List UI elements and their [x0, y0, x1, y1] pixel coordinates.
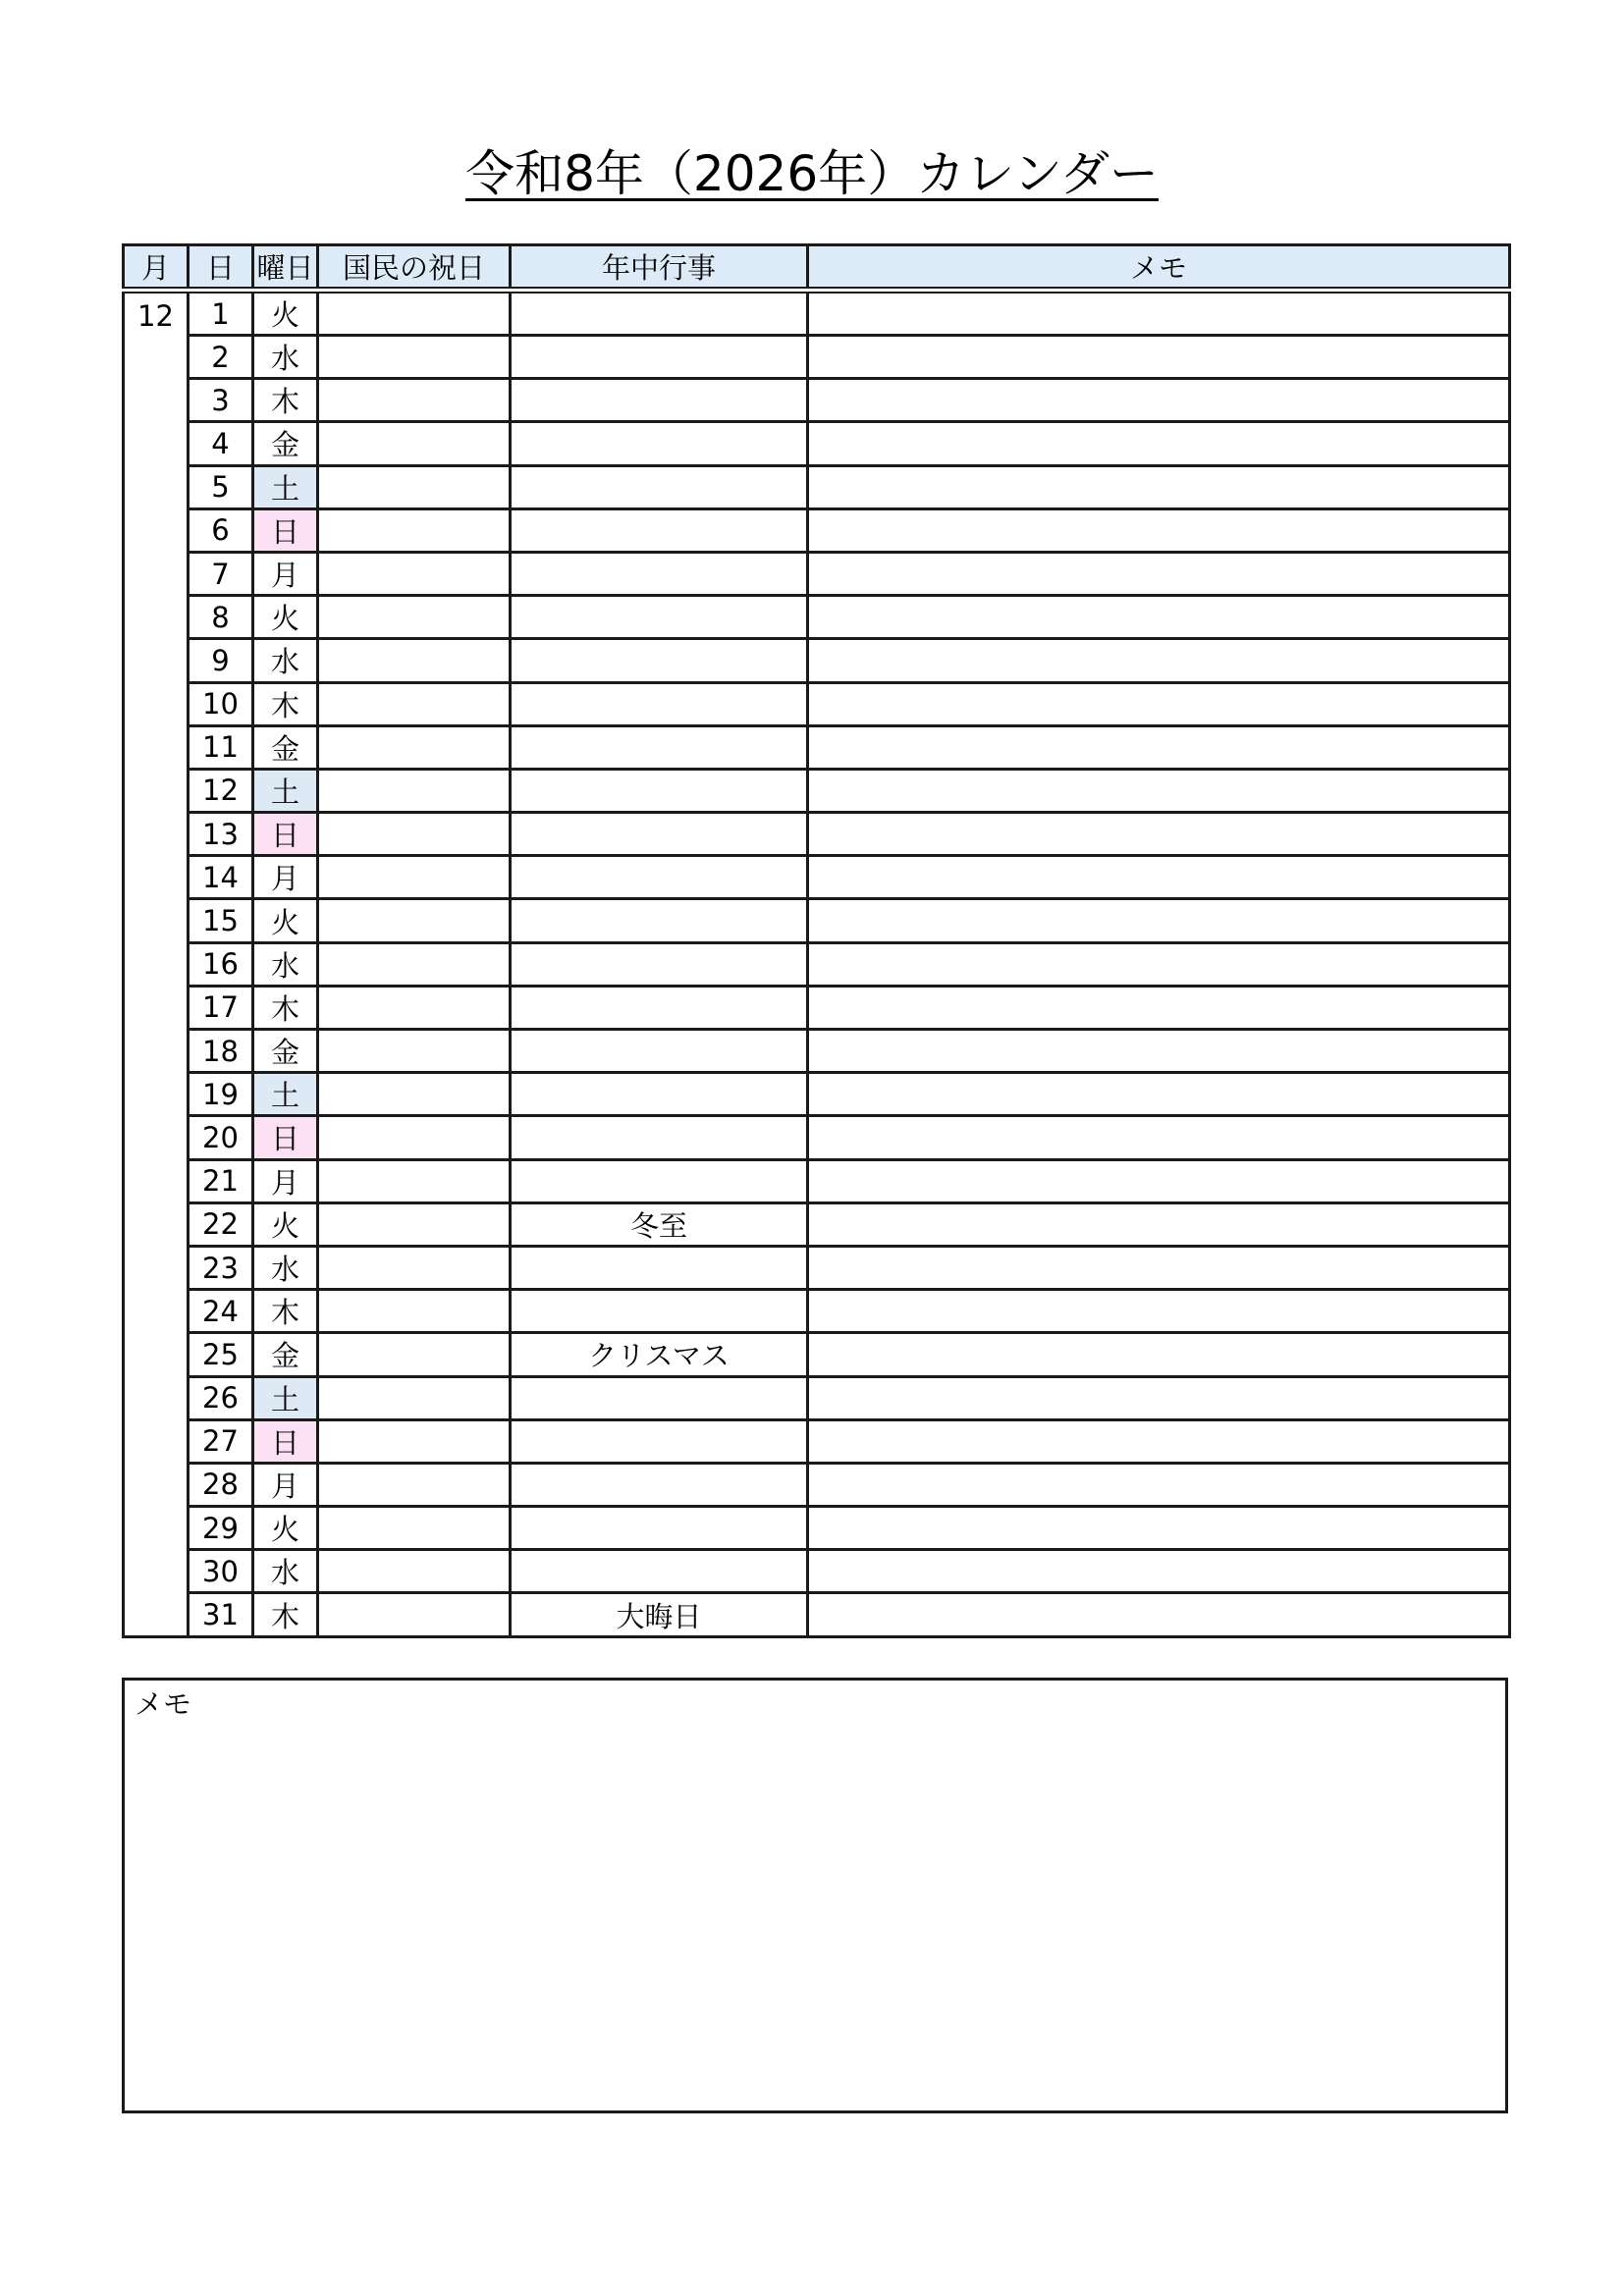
event-cell[interactable]: [511, 1550, 808, 1593]
event-cell[interactable]: 大晦日: [511, 1593, 808, 1636]
day-cell: 16: [189, 942, 253, 986]
memo-cell[interactable]: [808, 725, 1510, 769]
holiday-cell[interactable]: [318, 1246, 511, 1289]
header-day: 日: [189, 245, 253, 291]
event-cell[interactable]: [511, 639, 808, 682]
weekday-cell: 木: [253, 1593, 318, 1636]
memo-cell[interactable]: [808, 1333, 1510, 1376]
memo-cell[interactable]: [808, 1202, 1510, 1246]
calendar-row: [124, 465, 1510, 508]
calendar-row: [124, 899, 1510, 942]
memo-cell[interactable]: [808, 1463, 1510, 1506]
weekday-cell: 金: [253, 422, 318, 465]
header-memo: メモ: [808, 245, 1510, 291]
calendar-row: [124, 508, 1510, 552]
memo-cell[interactable]: [808, 1550, 1510, 1593]
calendar-row: [124, 1202, 1510, 1246]
calendar-row: [124, 1463, 1510, 1506]
day-cell: 9: [189, 639, 253, 682]
memo-cell[interactable]: [808, 942, 1510, 986]
page-title-text: 令和8年（2026年）カレンダー: [465, 145, 1159, 202]
month-cell: 12: [124, 291, 189, 1637]
day-cell: 3: [189, 379, 253, 422]
memo-cell[interactable]: [808, 1030, 1510, 1073]
day-cell: 18: [189, 1030, 253, 1073]
calendar-row: [124, 1550, 1510, 1593]
calendar-row: [124, 1333, 1510, 1376]
event-cell[interactable]: [511, 465, 808, 508]
day-cell: 7: [189, 552, 253, 595]
memo-label: メモ: [135, 1687, 192, 1721]
day-cell: 27: [189, 1419, 253, 1463]
memo-cell[interactable]: [808, 639, 1510, 682]
event-cell[interactable]: [511, 1073, 808, 1116]
holiday-cell[interactable]: [318, 465, 511, 508]
memo-cell[interactable]: [808, 899, 1510, 942]
event-cell[interactable]: [511, 899, 808, 942]
holiday-cell[interactable]: [318, 1073, 511, 1116]
event-cell[interactable]: [511, 769, 808, 812]
event-cell[interactable]: [511, 1116, 808, 1159]
holiday-cell[interactable]: [318, 1290, 511, 1333]
weekday-cell: 木: [253, 682, 318, 725]
memo-cell[interactable]: [808, 1073, 1510, 1116]
weekday-cell: 火: [253, 899, 318, 942]
event-cell[interactable]: [511, 1376, 808, 1419]
holiday-cell[interactable]: [318, 1463, 511, 1506]
day-cell: 24: [189, 1290, 253, 1333]
day-cell: 6: [189, 508, 253, 552]
day-cell: 21: [189, 1159, 253, 1202]
day-cell: 8: [189, 596, 253, 639]
page-title: [0, 139, 1624, 208]
event-cell[interactable]: [511, 813, 808, 856]
weekday-cell: 日: [253, 1116, 318, 1159]
holiday-cell[interactable]: [318, 552, 511, 595]
memo-cell[interactable]: [808, 1376, 1510, 1419]
event-cell[interactable]: [511, 1030, 808, 1073]
holiday-cell[interactable]: [318, 813, 511, 856]
weekday-cell: 土: [253, 465, 318, 508]
weekday-cell: 月: [253, 552, 318, 595]
day-cell: 10: [189, 682, 253, 725]
holiday-cell[interactable]: [318, 1376, 511, 1419]
calendar-row: [124, 1290, 1510, 1333]
day-cell: 11: [189, 725, 253, 769]
day-cell: 5: [189, 465, 253, 508]
weekday-cell: 金: [253, 1333, 318, 1376]
calendar-row: [124, 1507, 1510, 1550]
memo-cell[interactable]: [808, 1159, 1510, 1202]
calendar-row: [124, 639, 1510, 682]
holiday-cell[interactable]: [318, 1419, 511, 1463]
holiday-cell[interactable]: [318, 291, 511, 336]
holiday-cell[interactable]: [318, 379, 511, 422]
weekday-cell: 水: [253, 942, 318, 986]
event-cell[interactable]: [511, 336, 808, 379]
calendar-table: [122, 243, 1511, 1638]
holiday-cell[interactable]: [318, 596, 511, 639]
calendar-row: [124, 1246, 1510, 1289]
day-cell: 23: [189, 1246, 253, 1289]
memo-cell[interactable]: [808, 856, 1510, 899]
holiday-cell[interactable]: [318, 856, 511, 899]
calendar-row: [124, 813, 1510, 856]
day-cell: 25: [189, 1333, 253, 1376]
calendar-row: [124, 552, 1510, 595]
day-cell: 12: [189, 769, 253, 812]
day-cell: 15: [189, 899, 253, 942]
calendar-row: [124, 942, 1510, 986]
event-cell[interactable]: [511, 986, 808, 1029]
event-cell[interactable]: [511, 1159, 808, 1202]
weekday-cell: 日: [253, 508, 318, 552]
calendar-row: [124, 1159, 1510, 1202]
day-cell: 26: [189, 1376, 253, 1419]
memo-cell[interactable]: [808, 769, 1510, 812]
holiday-cell[interactable]: [318, 1507, 511, 1550]
weekday-cell: 月: [253, 1159, 318, 1202]
day-cell: 30: [189, 1550, 253, 1593]
memo-cell[interactable]: [808, 1419, 1510, 1463]
header-weekday: 曜日: [253, 245, 318, 291]
holiday-cell[interactable]: [318, 1550, 511, 1593]
day-cell: 28: [189, 1463, 253, 1506]
holiday-cell[interactable]: [318, 725, 511, 769]
memo-cell[interactable]: [808, 508, 1510, 552]
memo-cell[interactable]: [808, 465, 1510, 508]
memo-cell[interactable]: [808, 596, 1510, 639]
day-cell: 19: [189, 1073, 253, 1116]
memo-cell[interactable]: [808, 813, 1510, 856]
day-cell: 13: [189, 813, 253, 856]
calendar-row: [124, 1593, 1510, 1636]
event-cell[interactable]: [511, 856, 808, 899]
event-cell[interactable]: [511, 379, 808, 422]
memo-cell[interactable]: [808, 379, 1510, 422]
day-cell: 29: [189, 1507, 253, 1550]
event-cell[interactable]: [511, 1246, 808, 1289]
memo-cell[interactable]: [808, 422, 1510, 465]
weekday-cell: 水: [253, 1246, 318, 1289]
weekday-cell: 土: [253, 1376, 318, 1419]
calendar-row: [124, 725, 1510, 769]
holiday-cell[interactable]: [318, 769, 511, 812]
calendar-row: [124, 1419, 1510, 1463]
day-cell: 31: [189, 1593, 253, 1636]
weekday-cell: 月: [253, 1463, 318, 1506]
event-cell[interactable]: [511, 291, 808, 336]
calendar-row: [124, 769, 1510, 812]
memo-cell[interactable]: [808, 1290, 1510, 1333]
memo-cell[interactable]: [808, 552, 1510, 595]
calendar-row: [124, 1073, 1510, 1116]
holiday-cell[interactable]: [318, 1333, 511, 1376]
weekday-cell: 火: [253, 596, 318, 639]
calendar-row: [124, 986, 1510, 1029]
event-cell[interactable]: [511, 508, 808, 552]
event-cell[interactable]: [511, 1463, 808, 1506]
weekday-cell: 水: [253, 1550, 318, 1593]
holiday-cell[interactable]: [318, 1159, 511, 1202]
memo-cell[interactable]: [808, 1116, 1510, 1159]
holiday-cell[interactable]: [318, 682, 511, 725]
weekday-cell: 火: [253, 291, 318, 336]
weekday-cell: 日: [253, 1419, 318, 1463]
memo-cell[interactable]: [808, 291, 1510, 336]
calendar-row: [124, 379, 1510, 422]
weekday-cell: 木: [253, 986, 318, 1029]
holiday-cell[interactable]: [318, 336, 511, 379]
weekday-cell: 木: [253, 379, 318, 422]
event-cell[interactable]: クリスマス: [511, 1333, 808, 1376]
memo-cell[interactable]: [808, 986, 1510, 1029]
calendar-header-row: [124, 245, 1510, 291]
holiday-cell[interactable]: [318, 986, 511, 1029]
weekday-cell: 土: [253, 769, 318, 812]
weekday-cell: 月: [253, 856, 318, 899]
event-cell[interactable]: [511, 725, 808, 769]
header-event: 年中行事: [511, 245, 808, 291]
calendar-row: [124, 1376, 1510, 1419]
event-cell[interactable]: [511, 942, 808, 986]
memo-cell[interactable]: [808, 682, 1510, 725]
holiday-cell[interactable]: [318, 1202, 511, 1246]
holiday-cell[interactable]: [318, 1593, 511, 1636]
weekday-cell: 日: [253, 813, 318, 856]
holiday-cell[interactable]: [318, 899, 511, 942]
event-cell[interactable]: 冬至: [511, 1202, 808, 1246]
day-cell: 20: [189, 1116, 253, 1159]
day-cell: 2: [189, 336, 253, 379]
header-holiday: 国民の祝日: [318, 245, 511, 291]
memo-cell[interactable]: [808, 336, 1510, 379]
weekday-cell: 金: [253, 725, 318, 769]
holiday-cell[interactable]: [318, 1030, 511, 1073]
calendar-row: [124, 291, 1510, 336]
day-cell: 14: [189, 856, 253, 899]
weekday-cell: 土: [253, 1073, 318, 1116]
calendar-row: [124, 1116, 1510, 1159]
weekday-cell: 木: [253, 1290, 318, 1333]
event-cell[interactable]: [511, 682, 808, 725]
weekday-cell: 水: [253, 639, 318, 682]
calendar-row: [124, 682, 1510, 725]
holiday-cell[interactable]: [318, 639, 511, 682]
calendar-row: [124, 422, 1510, 465]
event-cell[interactable]: [511, 1290, 808, 1333]
holiday-cell[interactable]: [318, 1116, 511, 1159]
memo-cell[interactable]: [808, 1593, 1510, 1636]
event-cell[interactable]: [511, 1507, 808, 1550]
event-cell[interactable]: [511, 1419, 808, 1463]
event-cell[interactable]: [511, 422, 808, 465]
day-cell: 17: [189, 986, 253, 1029]
weekday-cell: 火: [253, 1202, 318, 1246]
calendar-row: [124, 336, 1510, 379]
weekday-cell: 火: [253, 1507, 318, 1550]
event-cell[interactable]: [511, 552, 808, 595]
memo-cell[interactable]: [808, 1246, 1510, 1289]
calendar-row: [124, 1030, 1510, 1073]
holiday-cell[interactable]: [318, 508, 511, 552]
calendar-body: [124, 291, 1510, 1637]
calendar-row: [124, 596, 1510, 639]
event-cell[interactable]: [511, 596, 808, 639]
weekday-cell: 水: [253, 336, 318, 379]
holiday-cell[interactable]: [318, 422, 511, 465]
day-cell: 1: [189, 291, 253, 336]
calendar-row: [124, 856, 1510, 899]
header-month: 月: [124, 245, 189, 291]
memo-box[interactable]: [122, 1678, 1508, 2113]
day-cell: 22: [189, 1202, 253, 1246]
holiday-cell[interactable]: [318, 942, 511, 986]
memo-cell[interactable]: [808, 1507, 1510, 1550]
weekday-cell: 金: [253, 1030, 318, 1073]
day-cell: 4: [189, 422, 253, 465]
